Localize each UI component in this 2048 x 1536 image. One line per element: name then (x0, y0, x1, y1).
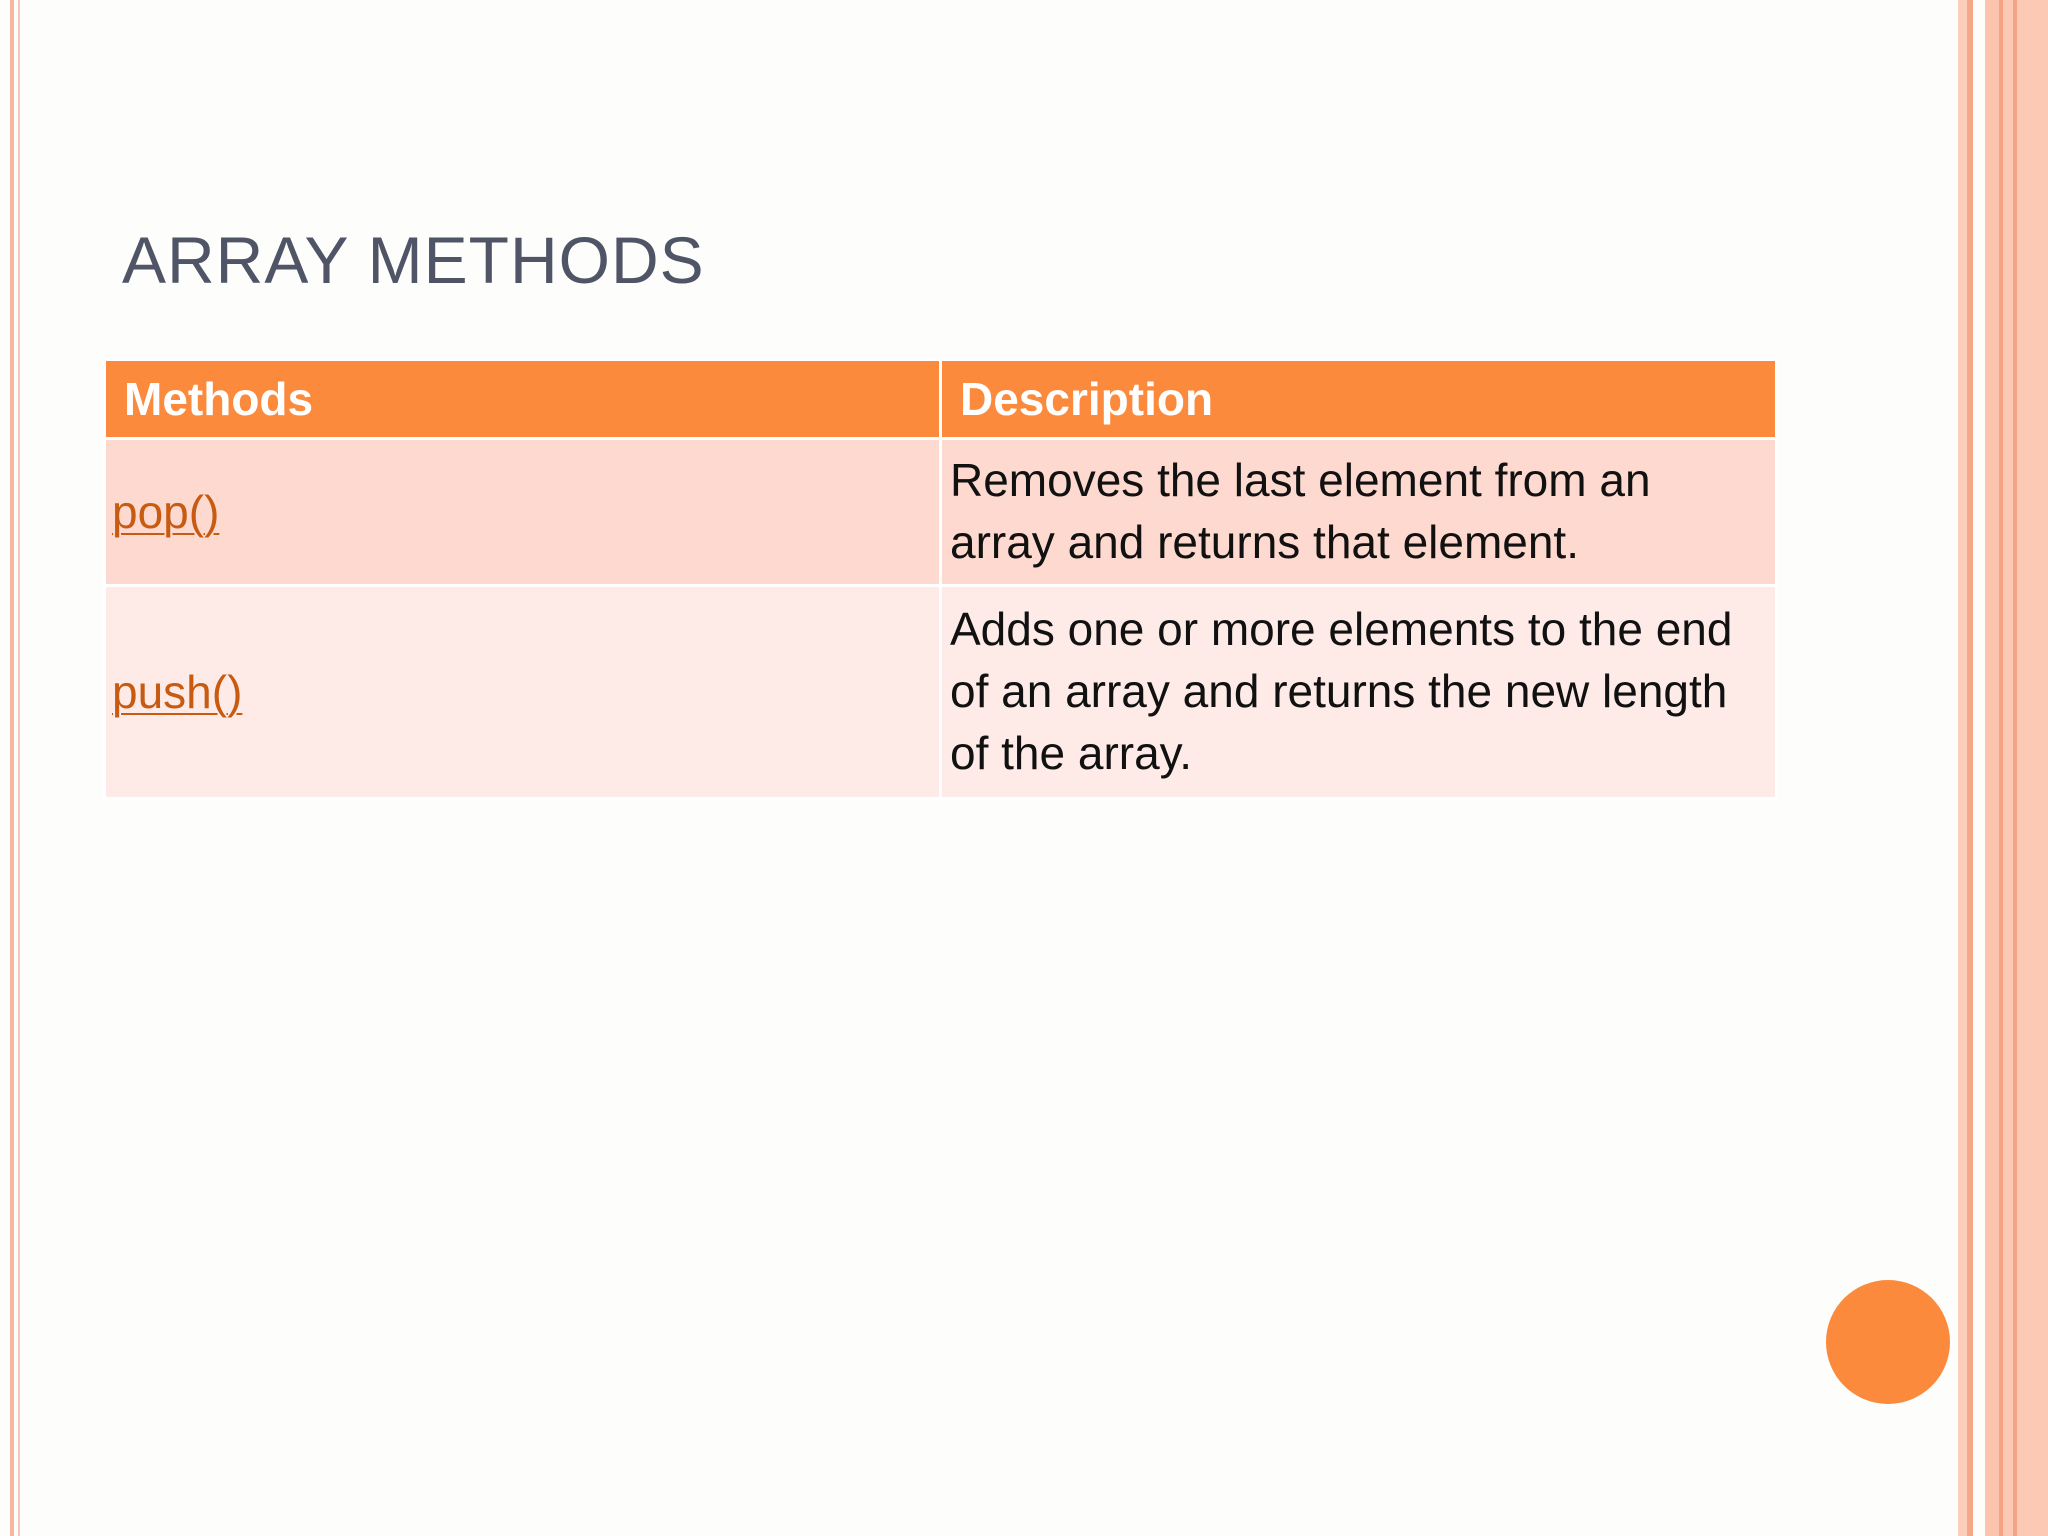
right-stripe (1985, 0, 1999, 1536)
description-cell: Adds one or more elements to the end of an array and returns the new length of the array. (941, 586, 1777, 799)
methods-table-container (103, 358, 1775, 800)
left-border-line (10, 0, 14, 1536)
right-stripe (2017, 0, 2048, 1536)
table-header-row (105, 360, 1777, 439)
decorative-circle (1826, 1280, 1950, 1404)
right-stripe (1958, 0, 1967, 1536)
slide-title: ARRAY METHODS (122, 223, 705, 297)
method-cell (105, 439, 941, 586)
right-stripe (2003, 0, 2013, 1536)
method-cell (105, 586, 941, 799)
methods-table (103, 358, 1778, 800)
table-row (105, 586, 1777, 799)
method-link-push[interactable]: push() (112, 666, 243, 718)
header-description: Description (941, 360, 1777, 439)
method-link-pop[interactable]: pop() (112, 486, 220, 538)
right-stripe (1973, 0, 1985, 1536)
header-methods: Methods (105, 360, 941, 439)
description-cell: Removes the last element from an array and returns that element. (941, 439, 1777, 586)
table-row (105, 439, 1777, 586)
left-border-line-inner (18, 0, 20, 1536)
